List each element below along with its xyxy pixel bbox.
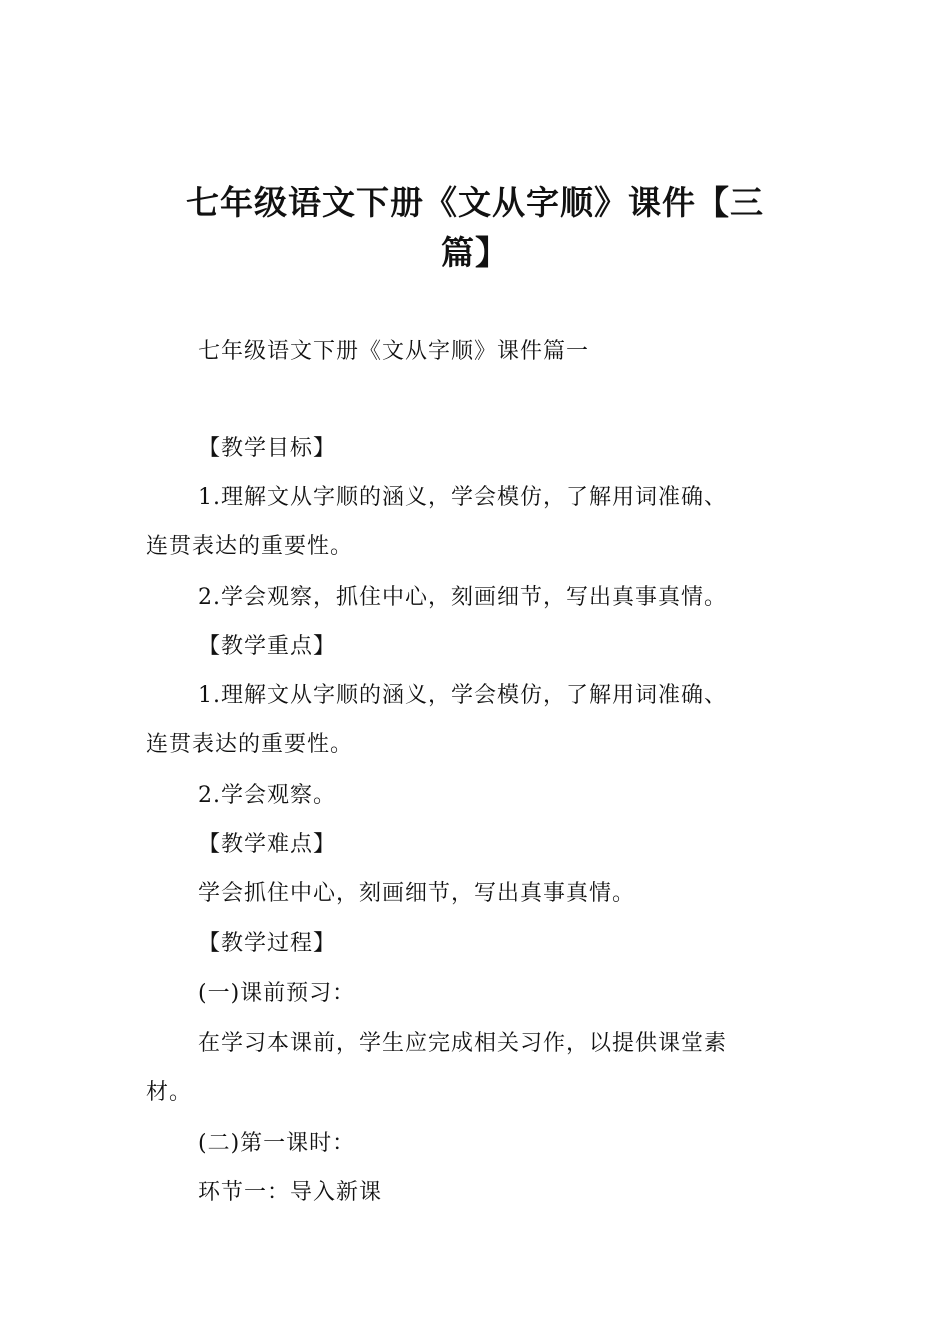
document-title <box>150 178 800 278</box>
heading-teaching-process: 【教学过程】 <box>198 931 337 956</box>
paragraph-objective-1: 1.理解文从字顺的涵义，学会模仿，了解用词准确、 <box>198 485 727 510</box>
paragraph-step-one: 环节一：导入新课 <box>198 1180 383 1205</box>
paragraph-process-first-lesson: (二)第一课时： <box>198 1131 356 1156</box>
title-line-2: 篇】 <box>441 233 509 272</box>
paragraph-preview-text: 在学习本课前，学生应完成相关习作，以提供课堂素 <box>198 1031 728 1056</box>
heading-difficulties: 【教学难点】 <box>198 832 337 857</box>
paragraph-key-point-2: 2.学会观察。 <box>198 783 336 808</box>
heading-teaching-objectives: 【教学目标】 <box>198 436 337 461</box>
paragraph-process-preview: (一)课前预习： <box>198 981 356 1006</box>
paragraph-preview-text-continued: 材。 <box>146 1080 193 1105</box>
paragraph-objective-2: 2.学会观察，抓住中心，刻画细节，写出真事真情。 <box>198 585 727 610</box>
paragraph-key-point-1-continued: 连贯表达的重要性。 <box>146 732 354 757</box>
paragraph-difficulty-1: 学会抓住中心，刻画细节，写出真事真情。 <box>198 881 636 906</box>
paragraph-objective-1-continued: 连贯表达的重要性。 <box>146 534 354 559</box>
paragraph-key-point-1: 1.理解文从字顺的涵义，学会模仿，了解用词准确、 <box>198 683 727 708</box>
heading-key-points: 【教学重点】 <box>198 634 337 659</box>
section-subtitle: 七年级语文下册《文从字顺》课件篇一 <box>198 339 590 364</box>
title-line-1: 七年级语文下册《文从字顺》课件【三 <box>186 183 764 222</box>
